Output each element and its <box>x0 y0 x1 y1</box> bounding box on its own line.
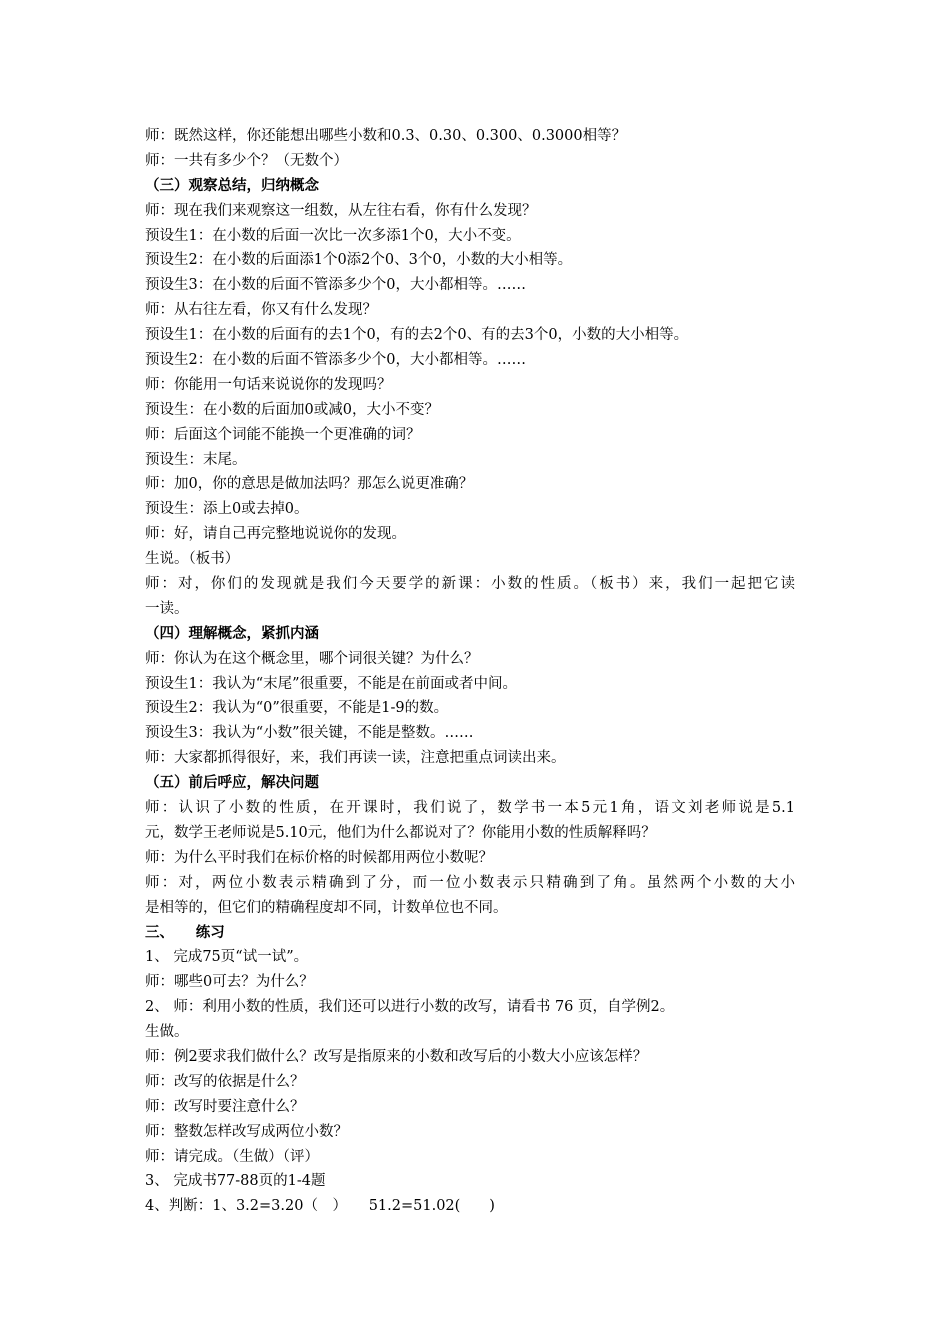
text-line: 预设生1：在小数的后面一次比一次多添1个0，大小不变。 <box>145 227 521 244</box>
text-line: 预设生3：我认为“小数”很关键，不能是整数。…… <box>145 725 474 742</box>
text-line: 元，数学王老师说是5.10元，他们为什么都说对了？你能用小数的性质解释吗？ <box>145 824 656 841</box>
text-line: 预设生2：在小数的后面不管添多少个0，大小都相等。…… <box>145 352 526 369</box>
text-line: 师：请完成。（生做）（评） <box>145 1148 319 1165</box>
text-line: 师：好，请自己再完整地说说你的发现。 <box>145 526 406 543</box>
text-line: 预设生2：在小数的后面添1个0添2个0、3个0，小数的大小相等。 <box>145 252 573 269</box>
text-line: 师：对，你们的发现就是我们今天要学的新课：小数的性质。（板书）来，我们一起把它读 <box>145 576 795 593</box>
text-line: 师：改写时要注意什么？ <box>145 1098 305 1115</box>
text-line: 师：一共有多少个？（无数个） <box>145 152 348 169</box>
text-line: 预设生1：在小数的后面有的去1个0，有的去2个0、有的去3个0，小数的大小相等。 <box>145 327 689 344</box>
section-heading: （三）观察总结，归纳概念 <box>145 177 319 194</box>
text-line: 预设生：添上0或去掉0。 <box>145 501 309 518</box>
text-line: 师：加0，你的意思是做加法吗？那怎么说更准确？ <box>145 476 474 493</box>
text-line: 师：现在我们来观察这一组数，从左往右看，你有什么发现？ <box>145 202 537 219</box>
section-heading: （五）前后呼应，解决问题 <box>145 775 319 792</box>
text-line: 预设生2：我认为“0”很重要，不能是1-9的数。 <box>145 700 449 717</box>
text-line: 是相等的，但它们的精确程度却不同，计数单位也不同。 <box>145 899 508 916</box>
text-line: 预设生：末尾。 <box>145 451 247 468</box>
text-line: 师：改写的依据是什么？ <box>145 1073 305 1090</box>
text-line: 1、 完成75页“试一试”。 <box>145 949 309 966</box>
text-line: 预设生1：我认为“末尾”很重要，不能是在前面或者中间。 <box>145 675 518 692</box>
text-line: 师：你能用一句话来说说你的发现吗？ <box>145 376 392 393</box>
text-line: 师：认识了小数的性质，在开课时，我们说了，数学书一本5元1角，语文刘老师说是5.1 <box>145 800 795 817</box>
text-line: 师：整数怎样改写成两位小数？ <box>145 1123 348 1140</box>
text-line: 师：后面这个词能不能换一个更准确的词？ <box>145 426 421 443</box>
text-line: 师：从右往左看，你又有什么发现？ <box>145 302 377 319</box>
document-page <box>145 124 795 1219</box>
section-heading: 三、 练习 <box>145 924 225 941</box>
section-heading: （四）理解概念，紧抓内涵 <box>145 625 319 642</box>
text-line: 一读。 <box>145 600 189 617</box>
text-line: 预设生3：在小数的后面不管添多少个0，大小都相等。…… <box>145 277 526 294</box>
text-line: 师：例2要求我们做什么？改写是指原来的小数和改写后的小数大小应该怎样？ <box>145 1048 648 1065</box>
text-line: 师：为什么平时我们在标价格的时候都用两位小数呢？ <box>145 849 493 866</box>
text-line: 生说。（板书） <box>145 551 240 568</box>
text-line: 3、 完成书77-88页的1-4题 <box>145 1173 326 1190</box>
text-line: 师：大家都抓得很好，来，我们再读一读，注意把重点词读出来。 <box>145 750 566 767</box>
text-line: 师：对，两位小数表示精确到了分，而一位小数表示只精确到了角。虽然两个小数的大小 <box>145 874 795 891</box>
text-line: 预设生：在小数的后面加0或减0，大小不变？ <box>145 401 439 418</box>
text-line: 师：你认为在这个概念里，哪个词很关键？为什么？ <box>145 650 479 667</box>
text-line: 4、判断：1、3.2=3.20（ ） 51.2=51.02( ) <box>145 1198 495 1215</box>
text-line: 师：哪些0可去？为什么？ <box>145 974 314 991</box>
text-line: 师：既然这样，你还能想出哪些小数和0.3、0.30、0.300、0.3000相等？ <box>145 128 627 144</box>
text-line: 生做。 <box>145 1024 189 1041</box>
text-line: 2、 师：利用小数的性质，我们还可以进行小数的改写，请看书 76 页，自学例2。 <box>145 999 675 1016</box>
